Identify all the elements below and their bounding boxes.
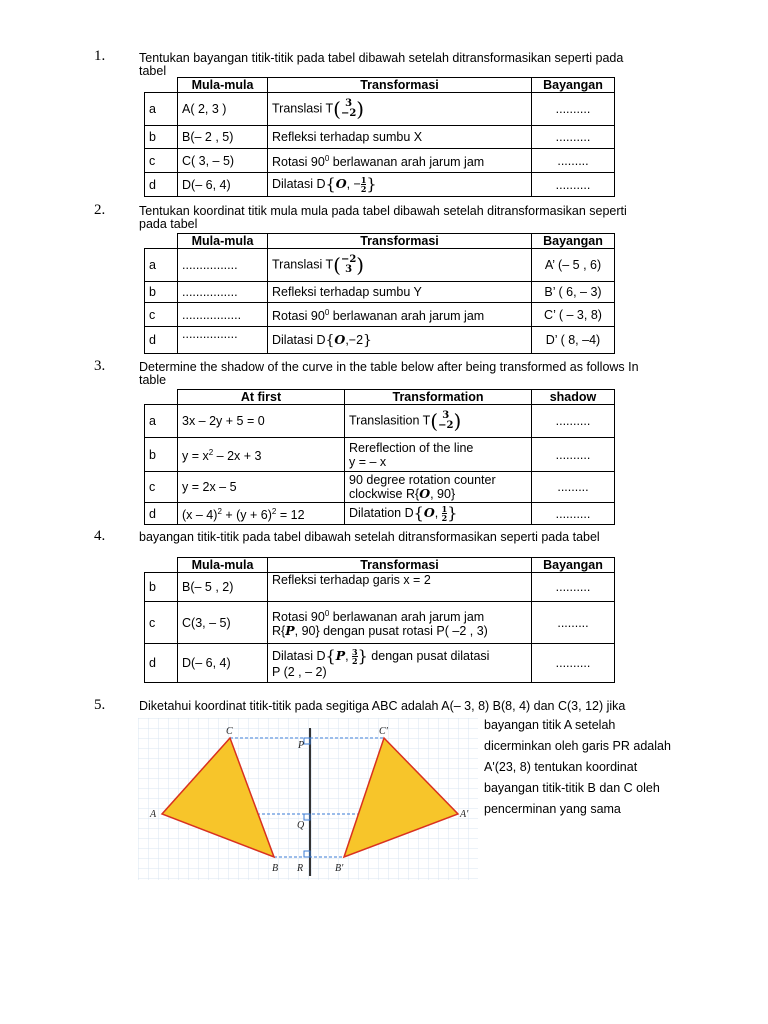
cell-point: C(3, – 5) [178,602,268,644]
vector [341,99,356,119]
trans-text: Dilatasi D [272,332,326,347]
superscript: 0 [324,153,330,163]
table-row [145,644,615,683]
table-row [145,282,615,303]
cell-result: .......... [532,173,615,197]
vec-bot: 3 [345,264,353,275]
question-text: Tentukan bayangan titik-titik pada tabel dibawah setelah ditransformasikan seperti pada tabel [139,51,624,78]
vec-top: 3 [345,98,353,109]
cell-point: ................ [178,327,268,354]
table-row [145,303,615,327]
cell-point: D(– 6, 4) [178,644,268,683]
numerator: 1 [360,175,367,185]
cell-result: .......... [532,573,615,602]
cell-result: ......... [532,472,615,503]
superscript: 2 [271,506,277,516]
center-symbol: O [334,331,346,347]
angle: , 90 [294,624,316,639]
trans-text: Rereflection of the line [349,440,474,455]
transform-table [144,389,615,525]
vec-top: −2 [340,254,357,265]
cell-transform: Dilatasi D{O,−2} [268,327,532,354]
cell-curve: 3x – 2y + 5 = 0 [178,405,345,438]
cell-result: .......... [532,503,615,525]
label-c-prime: C' [379,726,388,737]
table-row [145,249,615,282]
cell-result: .......... [532,644,615,683]
cell-result: D’ ( 8, –4) [532,327,615,354]
cell-point: B(– 2 , 5) [178,126,268,149]
cell-point: ................. [178,303,268,327]
center-symbol: P [335,647,346,663]
cell-curve [178,503,345,525]
col-header: Bayangan [532,234,615,249]
trans-text: Translasi T [272,101,334,116]
cell-transform: 90 degree rotation counter clockwise R{O, 90} [345,472,532,503]
trans-text: Rotasi 90 [272,309,325,324]
trans-text: dengan pusat rotasi P( –2 , 3) [319,624,488,639]
cell-point: B(– 5 , 2) [178,573,268,602]
cell-transform: Rotasi $90^0$ berlawanan arah jarum jam R{P, 90} dengan pusat rotasi P( –2 , 3) [268,602,532,644]
cell-transform: Dilatasi D{P, $\frac{3}{2}$ } dengan pusat dilatasi P (2 , – 2) [268,644,532,683]
row-label: b [145,573,178,602]
denominator: 2 [360,184,367,194]
trans-text: R [272,624,282,639]
table-row [145,93,615,126]
cell-transform [268,149,532,173]
question-number: 3. [94,358,106,374]
trans-text: dengan pusat dilatasi [367,648,490,663]
cell-point: A( 2, 3 ) [178,93,268,126]
trans-text: Dilatasi D [272,176,326,191]
trans-text: Rotasi 90 [272,155,325,170]
denominator: 2 [441,513,448,523]
row-label: d [145,327,178,354]
row-label: c [145,149,178,173]
superscript: 0 [324,307,330,317]
vec-bot: −2 [340,108,357,119]
numerator: 1 [441,504,448,514]
trans-text: y = – x [349,454,387,469]
table-row [145,327,615,354]
cell-point: ................ [178,282,268,303]
col-header: At first [178,390,345,405]
curve-text: y = x [182,449,209,464]
label-r: R [297,863,304,874]
table-row [145,573,615,602]
row-label: d [145,173,178,197]
cell-result: B’ ( 6, – 3) [532,282,615,303]
cell-transform: Refleksi terhadap sumbu Y [268,282,532,303]
label-c: C [226,726,233,737]
cell-transform: Translasi T( −2 3 ) [268,249,532,282]
angle: , 90 [430,487,451,501]
cell-result: ......... [532,602,615,644]
row-label: c [145,303,178,327]
label-b: B [272,863,279,874]
row-label: a [145,405,178,438]
vector [341,255,356,275]
question-text: bayangan titik-titik pada tabel dibawah setelah ditransformasikan seperti pada tabel [139,530,600,544]
col-header: Mula-mula [178,78,268,93]
label-b-prime: B' [335,863,344,874]
cell-point: D(– 6, 4) [178,173,268,197]
row-label: a [145,249,178,282]
label-p: P [298,740,305,751]
cell-curve: y = 2x – 5 [178,472,345,503]
cell-result: A’ (– 5 , 6) [532,249,615,282]
cell-point: ................ [178,249,268,282]
trans-text: 90 degree rotation counter [349,473,496,487]
center-symbol: P [285,623,295,639]
cell-result: .......... [532,126,615,149]
table-row [145,173,615,197]
center-symbol: O [335,175,347,191]
row-label: b [145,282,178,303]
table-row [145,503,615,525]
cell-transform: Translasition T( 3 −2 ) [345,405,532,438]
col-header: Mula-mula [178,234,268,249]
label-a: A [150,809,157,820]
numerator: 3 [352,646,358,657]
table-row [145,126,615,149]
row-label: c [145,602,178,644]
factor: ,−2 [345,332,364,347]
curve-text: = 12 [276,508,305,523]
vec-top: 3 [442,410,450,421]
col-header: Bayangan [532,78,615,93]
row-label: c [145,472,178,503]
curve-text: + (y + 6) [221,508,272,523]
question-text: Determine the shadow of the curve in the table below after being transformed as follows In table [139,360,639,387]
col-header: Transformasi [268,78,532,93]
col-header: Bayangan [532,558,615,573]
question-text: Diketahui koordinat titik-titik pada segitiga ABC adalah A(– 3, 8) B(8, 4) dan C(3, 12) jika [139,699,626,713]
curve-text: (x – 4) [182,508,218,523]
superscript: 2 [208,447,214,457]
row-label: b [145,438,178,472]
question-number: 4. [94,528,106,544]
row-label: d [145,503,178,525]
trans-text: berlawanan arah jarum jam [329,610,485,625]
question-number: 5. [94,697,106,713]
row-label: b [145,126,178,149]
trans-text: Rotasi 90 [272,610,325,625]
cell-result: .......... [532,93,615,126]
cell-result: .......... [532,438,615,472]
col-header: Transformasi [268,234,532,249]
center-symbol: O [423,504,435,520]
side-line: dicerminkan oleh garis PR adalah [484,739,671,753]
cell-transform: Translasi T( 3 −2 ) [268,93,532,126]
trans-text: P (2 , – 2) [272,664,327,679]
col-header: shadow [532,390,615,405]
cell-point: C( 3, – 5) [178,149,268,173]
cell-result: C’ ( – 3, 8) [532,303,615,327]
side-line: bayangan titik A setelah [484,718,616,732]
center-symbol: O [419,486,431,501]
vec-bot: −2 [438,420,454,431]
cell-transform [345,438,532,472]
question-number: 2. [94,202,106,218]
side-line: pencerminan yang sama [484,802,621,816]
trans-text: Dilatation D [349,505,414,520]
cell-transform: Refleksi terhadap sumbu X [268,126,532,149]
row-label: a [145,93,178,126]
side-line: A'(23, 8) tentukan koordinat [484,760,638,774]
label-a-prime: A' [460,809,469,820]
superscript: 0 [324,608,330,618]
question-number: 1. [94,48,106,64]
curve-text: – 2x + 3 [213,449,262,464]
trans-text: berlawanan arah jarum jam [329,155,485,170]
cell-curve [178,438,345,472]
transform-table [144,233,615,354]
trans-text: Dilatasi D [272,648,326,663]
label-q: Q [297,820,305,831]
question-side-text [484,715,724,820]
cell-transform: Refleksi terhadap garis x = 2 [268,573,532,602]
col-header: Transformation [345,390,532,405]
table-row [145,149,615,173]
trans-text: Translasi T [272,257,334,272]
cell-transform [268,303,532,327]
cell-transform: Dilatation D{O, $\frac{1}{2}$ } [345,503,532,525]
trans-text: Translasition T [349,413,431,428]
table-row [145,472,615,503]
question-text: Tentukan koordinat titik mula mula pada tabel dibawah setelah ditransformasikan seperti pada tabel [139,204,627,231]
table-row [145,405,615,438]
table-row [145,438,615,472]
superscript: 2 [217,506,222,516]
cell-result: .......... [532,405,615,438]
col-header: Mula-mula [178,558,268,573]
transform-table [144,557,615,683]
factor-sign: , − [346,176,361,191]
vector [438,411,453,431]
col-header: Transformasi [268,558,532,573]
trans-text: clockwise R [349,487,415,501]
side-line: bayangan titik-titik B dan C oleh [484,781,660,795]
cell-result: ......... [532,149,615,173]
trans-text: berlawanan arah jarum jam [329,309,485,324]
table-row [145,602,615,644]
transform-table [144,77,615,197]
denominator: 2 [352,655,358,666]
row-label: d [145,644,178,683]
cell-transform: Dilatasi D{O, − $\frac{1}{2}$ } [268,173,532,197]
reflection-figure [138,718,478,880]
